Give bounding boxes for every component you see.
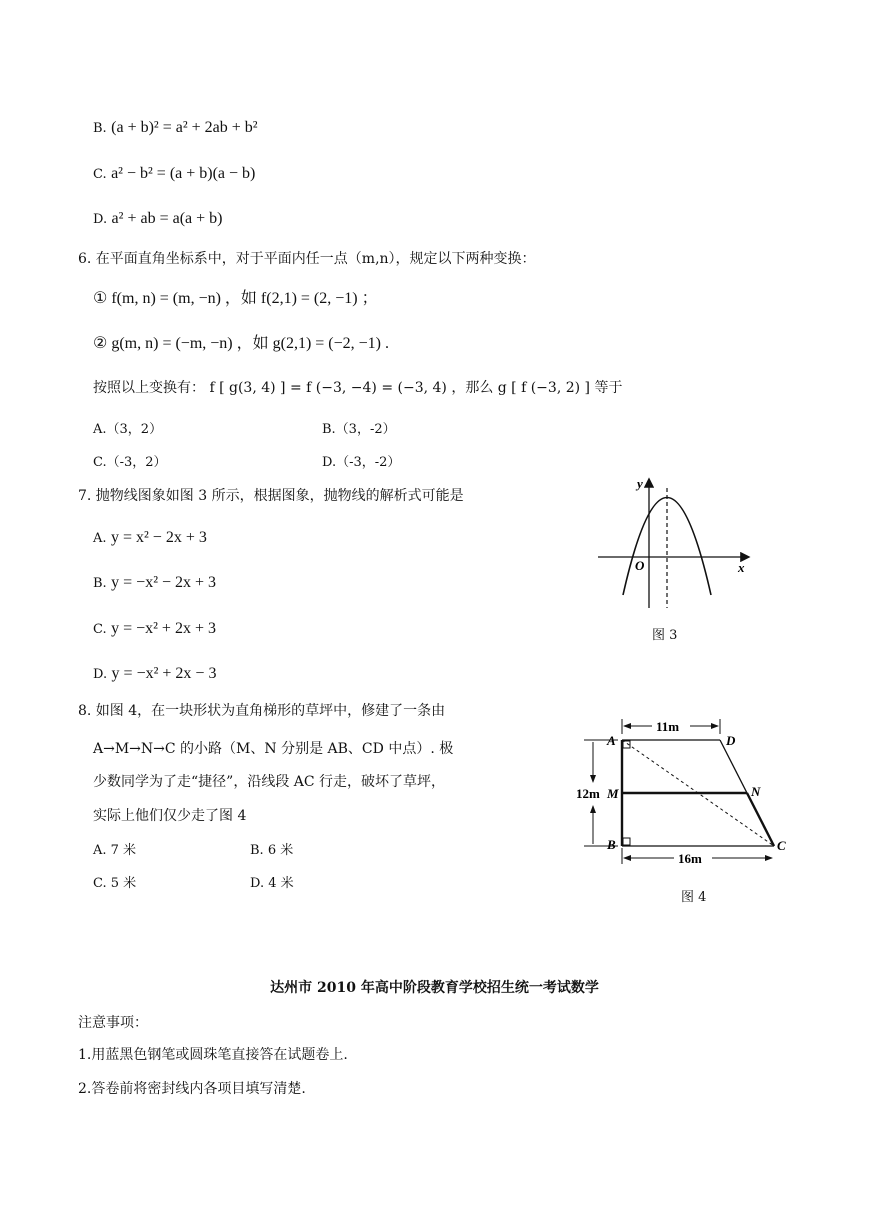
option-math: y = −x² − 2x + 3	[111, 574, 217, 591]
q8-option-c: C. 5 米	[93, 876, 137, 891]
x-axis-label: x	[738, 560, 745, 575]
q7-option-b	[93, 572, 216, 595]
q6-rule-1: ① f(m, n) = (m, −n) ，如 f(2,1) = (2, −1) ；	[93, 290, 378, 307]
point-m: M	[607, 786, 619, 801]
q7-option-d	[93, 663, 216, 686]
q6-example: 按照以上变换有： f [ g(3, 4) ] = f (−3, −4) = (−3, 4) ，那么 g [ f (−3, 2) ] 等于	[93, 380, 623, 396]
q8-option-a: A. 7 米	[93, 843, 137, 858]
point-n: N	[751, 784, 761, 799]
dim-11m-label: 11m	[656, 719, 680, 734]
segment-nc	[747, 793, 774, 846]
q5-option-c	[93, 163, 255, 186]
q7-option-c	[93, 618, 216, 641]
q8-line-1: 8. 如图 4，在一块形状为直角梯形的草坪中，修建了一条由	[78, 703, 446, 719]
option-label: D.	[93, 667, 108, 682]
q5-option-d	[93, 208, 222, 231]
dim-12m-label: 12m	[576, 786, 600, 801]
figure-3-caption: 图 3	[652, 628, 678, 643]
figure-4-trapezoid	[570, 712, 810, 884]
q7-stem: 7. 抛物线图象如图 3 所示，根据图象，抛物线的解析式可能是	[78, 488, 464, 504]
option-math: a² + ab = a(a + b)	[111, 210, 223, 227]
section-title: 达州市 2010 年高中阶段教育学校招生统一考试数学	[270, 980, 599, 996]
q8-line-3: 少数同学为了走“捷径”，沿线段 AC 行走，破坏了草坪，	[93, 774, 446, 790]
q6-option-d: D.（-3，-2）	[322, 455, 401, 470]
option-label: A.	[93, 531, 107, 546]
note-1: 1.用蓝黑色钢笔或圆珠笔直接答在试题卷上.	[78, 1047, 348, 1063]
point-a: A	[607, 733, 616, 748]
figure-4-caption: 图 4	[681, 890, 707, 905]
q7-option-a	[93, 527, 207, 550]
point-c: C	[777, 838, 786, 853]
option-label: C.	[93, 622, 107, 637]
dim-16m-label: 16m	[678, 851, 702, 866]
q8-option-b: B. 6 米	[250, 843, 294, 858]
notice-heading: 注意事项：	[78, 1015, 148, 1031]
q8-line-2: A→M→N→C 的小路（M、N 分别是 AB、CD 中点）. 极	[93, 741, 454, 757]
option-label: C.	[93, 167, 107, 182]
q6-option-c: C.（-3，2）	[93, 455, 167, 470]
q6-option-b: B.（3，-2）	[322, 422, 396, 437]
figure-3-parabola	[590, 470, 765, 615]
q6-rule-2: ② g(m, n) = (−m, −n) ，如 g(2,1) = (−2, −1) .	[93, 335, 390, 352]
option-label: B.	[93, 121, 107, 136]
q8-line-4: 实际上他们仅少走了图 4	[93, 808, 247, 824]
option-label: D.	[93, 212, 108, 227]
option-label: B.	[93, 576, 107, 591]
q8-option-d: D. 4 米	[250, 876, 294, 891]
q6-stem: 6. 在平面直角坐标系中，对于平面内任一点（m,n），规定以下两种变换：	[78, 251, 536, 267]
option-math: (a + b)² = a² + 2ab + b²	[111, 119, 258, 136]
y-axis-label: y	[637, 476, 643, 491]
origin-label: O	[635, 558, 645, 573]
q5-option-b	[93, 117, 258, 140]
option-math: y = −x² + 2x − 3	[111, 665, 217, 682]
note-2: 2.答卷前将密封线内各项目填写清楚.	[78, 1081, 306, 1097]
option-math: a² − b² = (a + b)(a − b)	[111, 165, 256, 182]
option-math: y = x² − 2x + 3	[110, 529, 207, 546]
option-math: y = −x² + 2x + 3	[111, 620, 216, 637]
point-d: D	[726, 733, 736, 748]
q6-option-a: A.（3，2）	[93, 422, 163, 437]
point-b: B	[607, 837, 616, 852]
right-angle-b	[623, 838, 630, 845]
